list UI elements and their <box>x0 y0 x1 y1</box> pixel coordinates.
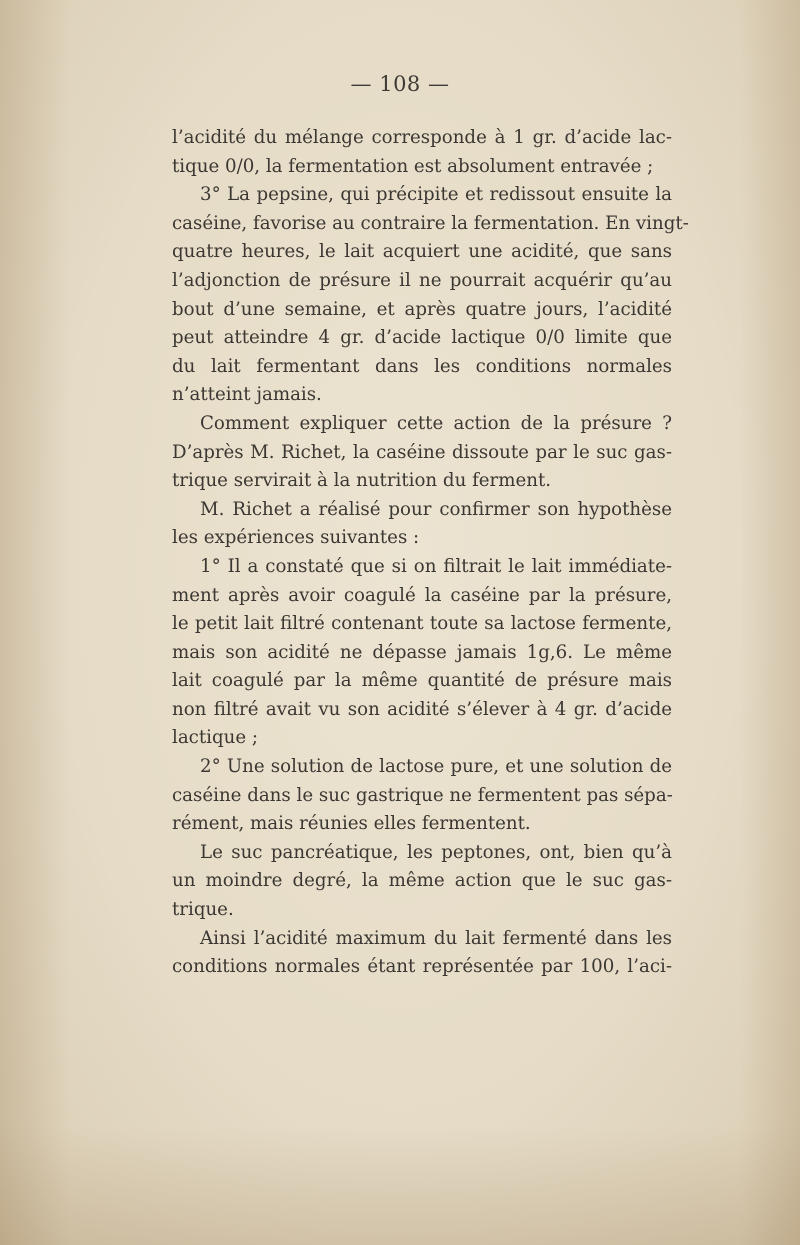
text-line: les expériences suivantes : <box>172 527 420 549</box>
text-line: l’acidité du mélange corresponde à 1 gr. d’acide lac- <box>172 127 672 148</box>
text-line: 3° La pepsine, qui précipite et redissout ensuite la <box>200 184 672 206</box>
text-line: 2° Une solution de lactose pure, et une solution de <box>200 756 672 778</box>
page-number: — 108 — <box>350 72 450 96</box>
text-line: conditions normales étant représentée par 100, l’aci- <box>172 956 672 978</box>
text-line: D’après M. Richet, la caséine dissoute par le suc gas- <box>172 441 672 463</box>
text-line: quatre heures, le lait acquiert une acidité, que sans <box>172 241 672 263</box>
text-line: peut atteindre 4 gr. d’acide lactique 0/0 limite que <box>172 327 672 349</box>
text-line: l’adjonction de présure il ne pourrait acquérir qu’au <box>172 269 672 291</box>
text-line: tique 0/0, la fermentation est absolument entravée ; <box>172 155 654 177</box>
text-line: n’atteint jamais. <box>172 384 322 406</box>
text-line: non filtré avait vu son acidité s’élever à 4 gr. d’acide <box>172 698 672 720</box>
text-line: ment après avoir coagulé la caséine par la présure, <box>172 584 672 606</box>
text-line: M. Richet a réalisé pour confirmer son hypothèse <box>200 498 672 520</box>
text-line: lactique ; <box>172 727 258 749</box>
text-line: Comment expliquer cette action de la présure ? <box>200 412 672 434</box>
page-edge-shadow-right <box>740 0 800 1245</box>
text-line: le petit lait filtré contenant toute sa lactose fermente, <box>172 613 672 635</box>
text-line: 1° Il a constaté que si on filtrait le lait immédiate- <box>200 555 672 577</box>
text-line: trique servirait à la nutrition du ferment. <box>172 470 552 492</box>
page-edge-shadow-bottom <box>0 1125 800 1245</box>
text-line: du lait fermentant dans les conditions normales <box>172 355 672 377</box>
text-line: caséine, favorise au contraire la fermentation. En vingt- <box>172 212 689 234</box>
text-line: trique. <box>172 899 234 921</box>
text-line: Ainsi l’acidité maximum du lait fermenté dans les <box>200 927 672 949</box>
text-line: rément, mais réunies elles fermentent. <box>172 813 531 835</box>
text-line: bout d’une semaine, et après quatre jours, l’acidité <box>172 298 672 320</box>
text-line: un moindre degré, la même action que le suc gas- <box>172 870 672 892</box>
body-text <box>172 124 689 982</box>
text-line: lait coagulé par la même quantité de présure mais <box>172 670 672 692</box>
text-line: Le suc pancréatique, les peptones, ont, bien qu’à <box>200 841 672 863</box>
text-line: caséine dans le suc gastrique ne fermentent pas sépa- <box>172 784 673 806</box>
page-edge-shadow-left <box>0 0 70 1245</box>
text-line: mais son acidité ne dépasse jamais 1g,6. Le même <box>172 641 672 663</box>
